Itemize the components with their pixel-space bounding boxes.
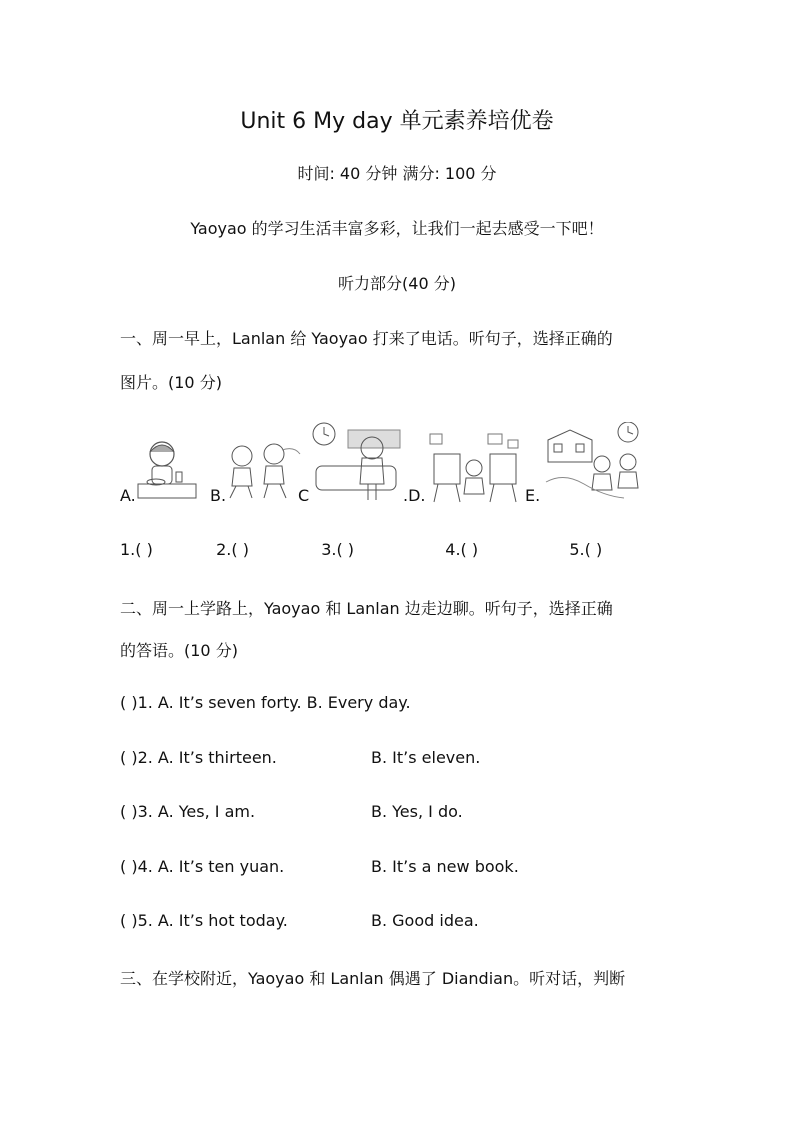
intro-text: Yaoyao 的学习生活丰富多彩，让我们一起去感受一下吧！ [190, 219, 604, 238]
answer-blank-2[interactable]: 2.( ) [216, 540, 249, 559]
section1-question-line2: 图片。(10 分) [120, 373, 222, 392]
answer-blank-5[interactable]: 5.( ) [569, 540, 603, 559]
picture-options [118, 422, 678, 512]
listening-part-heading: 听力部分(40 分) [338, 274, 456, 293]
section2-item-4 [120, 857, 519, 876]
option-a-text: ( )5. A. It’s hot today. [120, 911, 288, 930]
section3-question-line1: 三、在学校附近，Yaoyao 和 Lanlan 偶遇了 Diandian。听对话，判断 [120, 969, 626, 988]
option-b-text: B. It’s a new book. [371, 857, 519, 876]
section2-item-2 [120, 748, 481, 767]
picture-label-d: .D. [403, 486, 426, 505]
girl-eating-breakfast-illustration [136, 436, 198, 502]
girls-walking-illustration [222, 442, 302, 502]
picture-label-a: A. [120, 486, 136, 505]
picture-label-e: E. [525, 486, 541, 505]
page-title: Unit 6 My day 单元素养培优卷 [240, 109, 554, 134]
option-a-text: ( )4. A. It’s ten yuan. [120, 857, 285, 876]
option-b-text: B. It’s eleven. [371, 748, 481, 767]
option-a-text: ( )3. A. Yes, I am. [120, 802, 256, 821]
section2-item-5 [120, 911, 479, 930]
section2-item-1 [120, 693, 411, 712]
section2-question-line2: 的答语。(10 分) [120, 641, 238, 660]
answer-blank-1[interactable]: 1.( ) [120, 540, 153, 559]
option-b-text: B. Good idea. [371, 911, 479, 930]
section2-question-line1: 二、周一上学路上，Yaoyao 和 Lanlan 边走边聊。听句子，选择正确 [120, 599, 613, 618]
girls-at-school-illustration [544, 422, 644, 504]
answer-blank-3[interactable]: 3.( ) [321, 540, 355, 559]
art-class-illustration [428, 432, 524, 504]
option-a-text: ( )2. A. It’s thirteen. [120, 748, 277, 767]
picture-label-b: B. [210, 486, 227, 505]
answer-blank-4[interactable]: 4.( ) [445, 540, 479, 559]
exam-meta: 时间: 40 分钟 满分: 100 分 [297, 164, 497, 183]
option-b-text: B. Yes, I do. [371, 802, 463, 821]
section1-question-line1: 一、周一早上，Lanlan 给 Yaoyao 打来了电话。听句子，选择正确的 [120, 329, 613, 348]
section2-item-3 [120, 802, 463, 821]
picture-label-c: C [298, 486, 310, 505]
girl-waking-up-illustration [312, 422, 404, 504]
answer-blanks [120, 540, 602, 559]
option-text: ( )1. A. It’s seven forty. B. Every day. [120, 693, 411, 712]
